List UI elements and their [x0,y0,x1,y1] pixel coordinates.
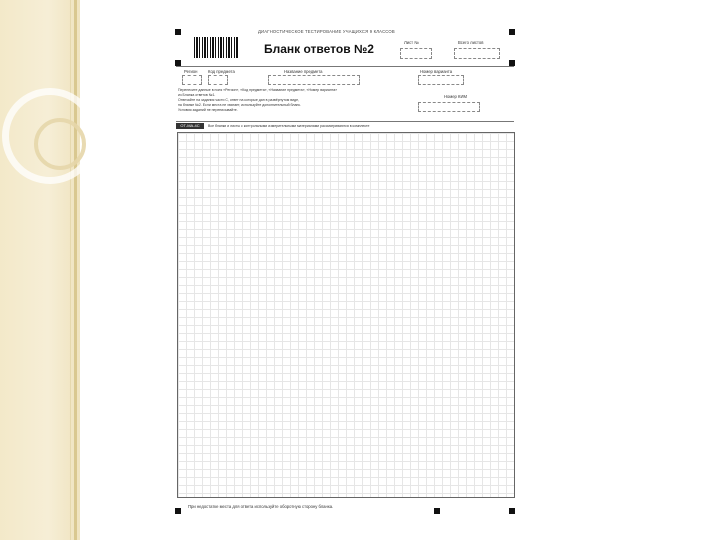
sheet-number-label: Лист № [404,40,419,45]
region-field[interactable] [182,75,202,85]
header-divider [176,66,514,67]
top-caption: ДИАГНОСТИЧЕСКОЕ ТЕСТИРОВАНИЕ УЧАЩИХСЯ 9 КЛАССОВ [258,29,395,34]
instructions-divider [176,121,514,122]
subject-name-field[interactable] [268,75,360,85]
kim-number-field[interactable] [418,102,480,112]
corner-marker-top-left [175,29,181,35]
total-sheets-field[interactable] [454,48,500,59]
subject-name-label: Название предмета [284,69,323,74]
instruction-line-2: из Бланка ответов №1. [178,93,216,97]
subject-code-label: Код предмета [208,69,235,74]
part-label: ОТ-МА-4С [176,123,204,129]
variant-number-field[interactable] [418,75,464,85]
answer-grid[interactable] [177,132,515,498]
instruction-line-3: Отвечайте на задания части С, ответ на которые дан в развёрнутом виде, [178,98,300,102]
instruction-line-4: на бланке №2. Если места не хватает, используйте дополнительный бланк. [178,103,301,107]
sheet-number-field[interactable] [400,48,432,59]
part-note: Все бланки и листы с контрольными измерительными материалами рассматриваются в комплекте [208,124,370,128]
sidebar-thin-rule [70,0,71,540]
variant-number-label: Номер варианта [420,69,453,74]
decorative-sidebar [0,0,80,540]
form-title: Бланк ответов №2 [264,42,374,56]
corner-marker-top-right [509,29,515,35]
answer-sheet [168,22,522,522]
region-label: Регион [184,69,198,74]
corner-marker-bottom-left [175,508,181,514]
kim-number-label: Номер КИМ [444,94,467,99]
instruction-line-1: Перенесите данные в поля «Регион», «Код предмета», «Название предмета», «Номер варианта» [178,88,338,92]
bottom-marker-middle [434,508,440,514]
total-sheets-label: Всего листов [458,40,484,45]
instruction-line-5: Условия заданий не переписывайте. [178,108,238,112]
subject-code-field[interactable] [208,75,228,85]
sidebar-rule [74,0,77,540]
decorative-ring-small [34,118,86,170]
corner-marker-bottom-right [509,508,515,514]
footer-note: При недостатке места для ответа используйте оборотную сторону бланка. [188,504,334,509]
barcode [194,37,238,58]
